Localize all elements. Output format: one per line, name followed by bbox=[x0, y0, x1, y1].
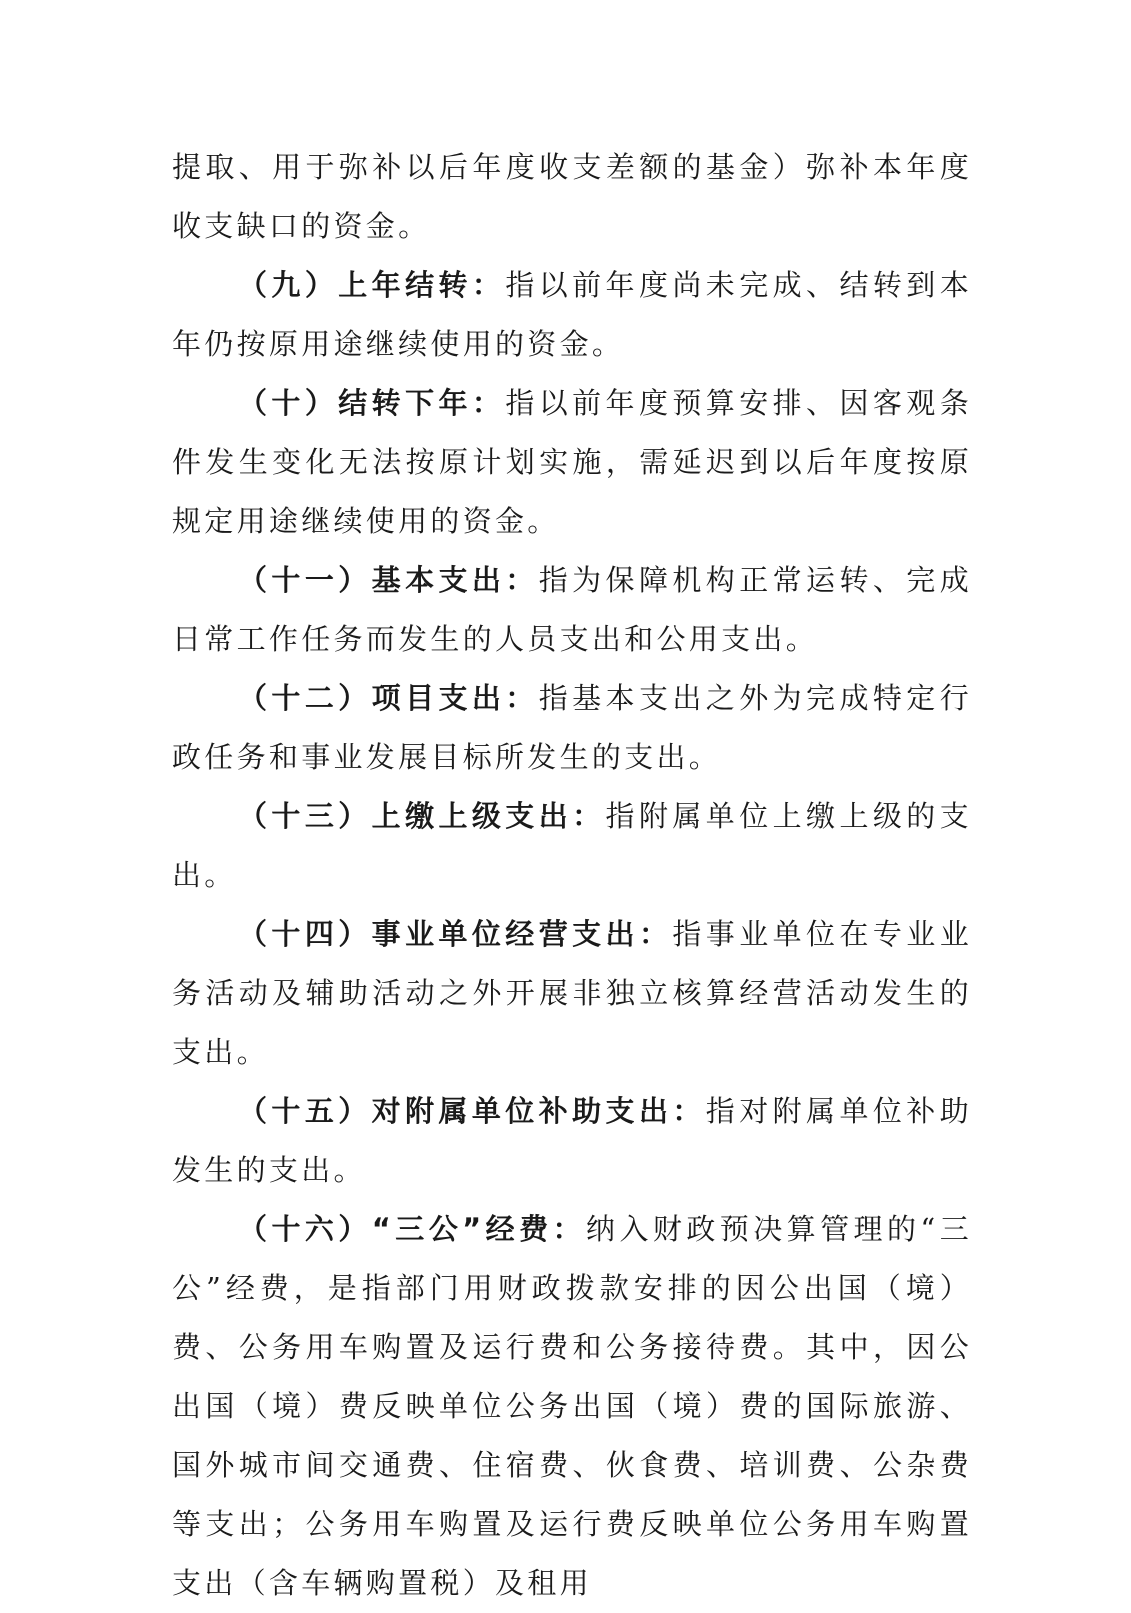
paragraph-text: 指附属单位上缴上级的支出。 bbox=[172, 799, 972, 892]
paragraph-continuation bbox=[172, 138, 972, 256]
paragraph-text: 指对附属单位补助发生的支出。 bbox=[172, 1094, 972, 1187]
paragraph-item-16 bbox=[172, 1200, 972, 1613]
document-page bbox=[172, 138, 972, 1613]
paragraph-text: 指以前年度预算安排、因客观条件发生变化无法按原计划实施，需延迟到以后年度按原规定用途继续使用的资金。 bbox=[172, 386, 972, 538]
term-label: （十六）“三公”经费： bbox=[238, 1212, 586, 1246]
paragraph-item-11 bbox=[172, 551, 972, 669]
paragraph-item-14 bbox=[172, 905, 972, 1082]
paragraph-text: 提取、用于弥补以后年度收支差额的基金）弥补本年度收支缺口的资金。 bbox=[172, 150, 972, 243]
paragraph-text: 指事业单位在专业业务活动及辅助活动之外开展非独立核算经营活动发生的支出。 bbox=[172, 917, 973, 1069]
term-label: （十五）对附属单位补助支出： bbox=[238, 1094, 706, 1128]
paragraph-item-15 bbox=[172, 1082, 972, 1200]
paragraph-text: 指以前年度尚未完成、结转到本年仍按原用途继续使用的资金。 bbox=[172, 268, 972, 361]
term-label: （十一）基本支出： bbox=[238, 563, 539, 597]
paragraph-text: 指基本支出之外为完成特定行政任务和事业发展目标所发生的支出。 bbox=[172, 681, 973, 774]
paragraph-item-9 bbox=[172, 256, 972, 374]
term-label: （九）上年结转： bbox=[238, 268, 506, 302]
paragraph-text: 指为保障机构正常运转、完成日常工作任务而发生的人员支出和公用支出。 bbox=[172, 563, 973, 656]
paragraph-item-10 bbox=[172, 374, 972, 551]
term-label: （十四）事业单位经营支出： bbox=[238, 917, 673, 951]
term-label: （十）结转下年： bbox=[238, 386, 506, 420]
paragraph-item-12 bbox=[172, 669, 972, 787]
paragraph-item-13 bbox=[172, 787, 972, 905]
term-label: （十三）上缴上级支出： bbox=[238, 799, 606, 833]
term-label: （十二）项目支出： bbox=[238, 681, 539, 715]
paragraph-text: 纳入财政预决算管理的“三公”经费，是指部门用财政拨款安排的因公出国（境）费、公务用车购置及运行费和公务接待费。其中，因公出国（境）费反映单位公务出国（境）费的国际旅游、国外城市间交通费、住宿费、伙食费、培训费、公杂费等支出；公务用车购置及运行费反映单位公务用车购置支出（含车辆购置税）及租用 bbox=[172, 1212, 972, 1600]
